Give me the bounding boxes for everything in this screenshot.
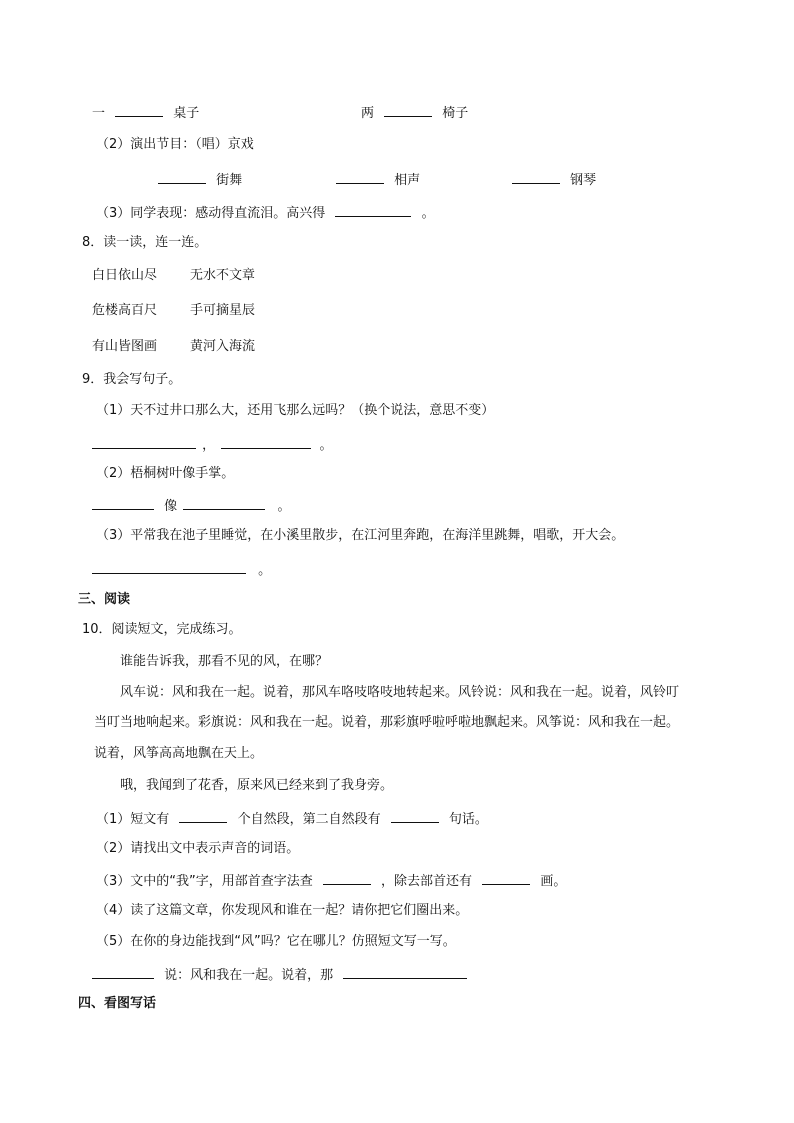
- q10-sub4: （4）读了这篇文章，你发现风和谁在一起？请你把它们圈出来。: [96, 903, 469, 918]
- q7-row1-b-suffix: 椅子: [442, 106, 469, 121]
- q10-para3: 哦，我闻到了花香，原来风已经来到了我身旁。: [120, 778, 394, 793]
- q8-right-2[interactable]: 手可摘星辰: [190, 303, 256, 318]
- q9-part1-end: 。: [319, 438, 333, 453]
- section-heading-reading: 三、阅读: [78, 592, 131, 607]
- q10-sub3-b: ，除去部首还有: [381, 874, 473, 889]
- q10-sub1: [96, 810, 488, 828]
- q9-part3: （3）平常我在池子里睡觉，在小溪里散步，在江河里奔跑，在海洋里跳舞，唱歌，开大会。: [96, 528, 625, 543]
- q7-part3-end: 。: [421, 206, 435, 221]
- q9-part3-end: 。: [258, 563, 272, 578]
- q9-part1-comma: ，: [202, 438, 216, 453]
- q7-row2-c: [512, 171, 596, 189]
- answer-blank[interactable]: [343, 966, 467, 979]
- answer-blank[interactable]: [158, 171, 206, 184]
- q8-title: 8．读一读，连一连。: [82, 235, 208, 250]
- q10-sub3: [96, 872, 566, 890]
- q7-row1-b-prefix: 两: [361, 106, 375, 121]
- q8-right-3[interactable]: 黄河入海流: [190, 339, 256, 354]
- q10-para1: 谁能告诉我，那看不见的风，在哪？: [120, 654, 329, 669]
- answer-blank[interactable]: [336, 171, 384, 184]
- q10-sub3-c: 画。: [540, 874, 567, 889]
- q10-sub5-answer: [92, 966, 467, 984]
- q9-part2-answer: [92, 497, 290, 515]
- section-heading-picture-writing: 四、看图写话: [78, 996, 157, 1011]
- q7-part3: [96, 204, 435, 222]
- q8-left-2[interactable]: 危楼高百尺: [92, 303, 158, 318]
- q10-para2-line3: 说着，风筝高高地飘在天上。: [94, 746, 264, 761]
- q10-para2-line2: 当叮当地响起来。彩旗说：风和我在一起。说着，那彩旗呼啦呼啦地飘起来。风筝说：风和我在一起。: [94, 715, 680, 730]
- q8-left-1[interactable]: 白日依山尽: [92, 268, 158, 283]
- q9-part2: （2）梧桐树叶像手掌。: [96, 466, 235, 481]
- answer-blank[interactable]: [482, 872, 530, 885]
- q10-sub5: （5）在你的身边能找到“风”吗？它在哪儿？仿照短文写一写。: [96, 934, 456, 949]
- q9-part2-mid: 像: [164, 499, 178, 514]
- answer-blank[interactable]: [115, 104, 163, 117]
- q9-part1: （1）天不过井口那么大，还用飞那么远吗？（换个说法，意思不变）: [96, 403, 495, 418]
- q8-right-1[interactable]: 无水不文章: [190, 268, 256, 283]
- q10-sub2: （2）请找出文中表示声音的词语。: [96, 841, 300, 856]
- q10-sub1-c: 句话。: [448, 812, 488, 827]
- answer-blank[interactable]: [335, 204, 411, 217]
- q10-title: 10．阅读短文，完成练习。: [82, 622, 242, 637]
- q10-sub1-a: （1）短文有: [96, 812, 170, 827]
- q7-row2-c-label: 钢琴: [570, 173, 597, 188]
- q9-title: 9．我会写句子。: [82, 372, 182, 387]
- answer-blank[interactable]: [179, 810, 227, 823]
- q10-para2-line1: 风车说：风和我在一起。说着，那风车咯吱咯吱地转起来。风铃说：风和我在一起。说着，风铃叮: [120, 685, 680, 700]
- q7-row1-right: [361, 104, 468, 122]
- answer-blank[interactable]: [323, 872, 371, 885]
- answer-blank[interactable]: [221, 436, 311, 449]
- q9-part1-answer: [92, 436, 332, 454]
- q7-row1-left: [92, 104, 199, 122]
- answer-blank[interactable]: [384, 104, 432, 117]
- q9-part2-end: 。: [277, 499, 291, 514]
- q7-row2-b-label: 相声: [394, 173, 421, 188]
- q7-row2-a-label: 街舞: [216, 173, 243, 188]
- q7-row1-a-suffix: 桌子: [173, 106, 200, 121]
- q10-sub3-a: （3）文中的“我”字，用部首查字法查: [96, 874, 313, 889]
- q7-part3-text: （3）同学表现：感动得直流泪。高兴得: [96, 206, 326, 221]
- answer-blank[interactable]: [92, 561, 246, 574]
- q7-part2: （2）演出节目：（唱）京戏: [96, 137, 254, 152]
- answer-blank[interactable]: [512, 171, 560, 184]
- answer-blank[interactable]: [92, 966, 154, 979]
- answer-blank[interactable]: [92, 497, 154, 510]
- q7-row1-a-prefix: 一: [92, 106, 106, 121]
- answer-blank[interactable]: [391, 810, 439, 823]
- q9-part3-answer: [92, 561, 271, 579]
- q8-left-3[interactable]: 有山皆图画: [92, 339, 158, 354]
- q7-row2-b: [336, 171, 420, 189]
- q10-sub1-b: 个自然段，第二自然段有: [237, 812, 381, 827]
- q10-sub5-text: 说：风和我在一起。说着，那: [164, 968, 334, 983]
- answer-blank[interactable]: [183, 497, 265, 510]
- answer-blank[interactable]: [92, 436, 196, 449]
- q7-row2-a: [158, 171, 242, 189]
